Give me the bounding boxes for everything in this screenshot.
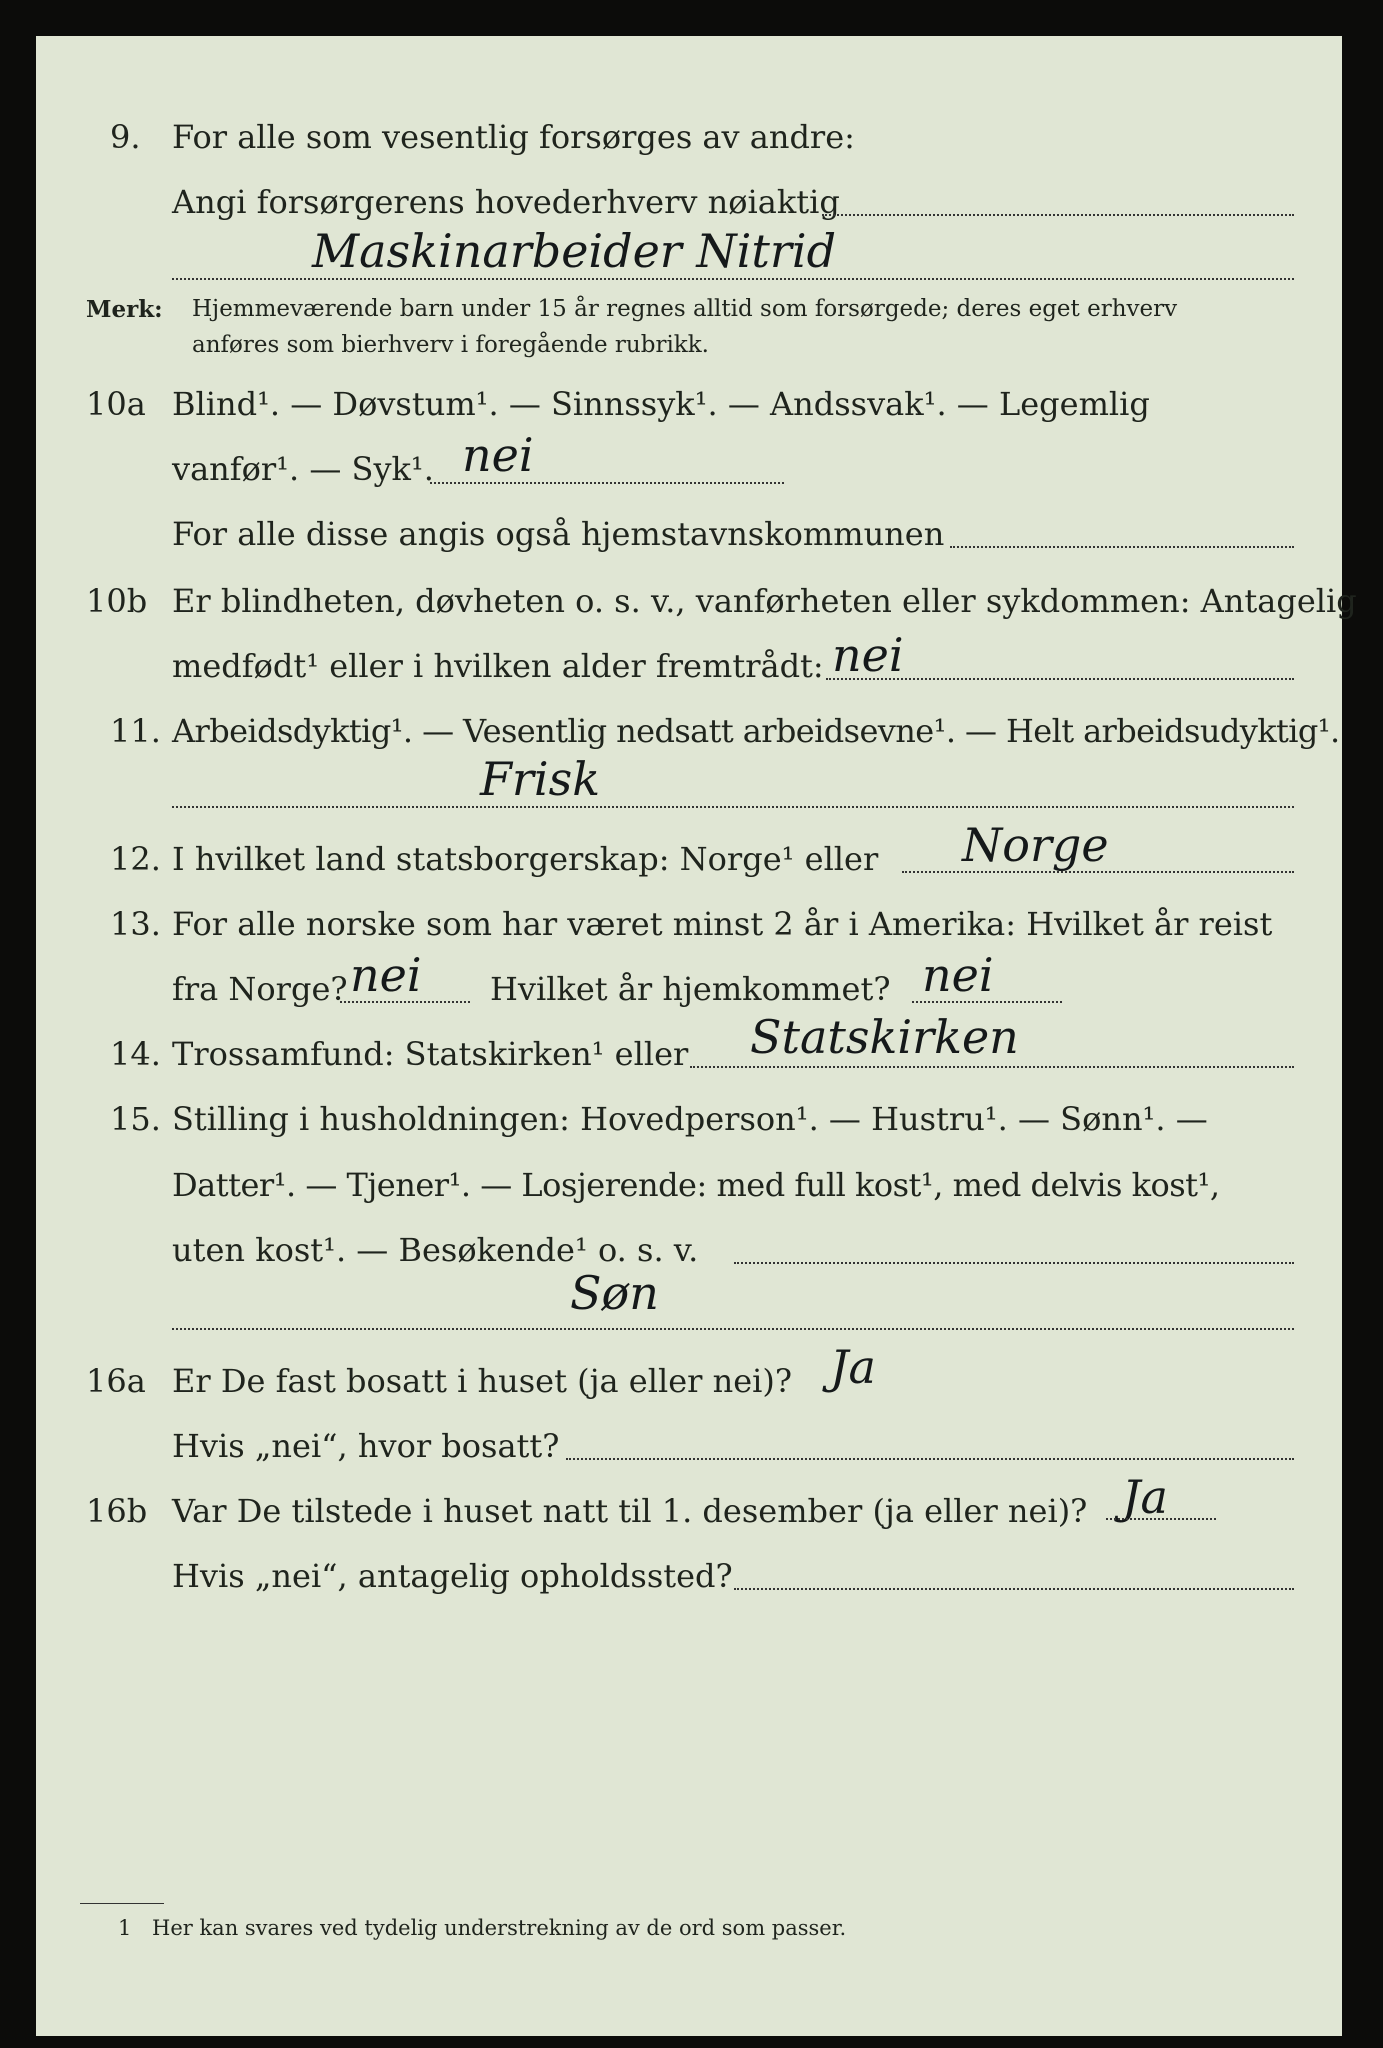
q10b-dotted-line: [826, 678, 1294, 680]
q15-number: 15.: [110, 1100, 161, 1138]
q13-handwritten-answer-hjemkommet: nei: [922, 948, 994, 1002]
q15-handwritten-answer: Søn: [570, 1266, 659, 1320]
q13-line-2a: fra Norge?: [172, 970, 348, 1008]
q10b-line-1: Er blindheten, døvheten o. s. v., vanførheten eller sykdommen: Antagelig: [172, 582, 1357, 620]
q13-dotted-line-b: [912, 1001, 1062, 1003]
q9-number: 9.: [110, 118, 141, 156]
q16a-line-2: Hvis „nei“, hvor bosatt?: [172, 1427, 560, 1465]
q13-dotted-line-a: [340, 1001, 470, 1003]
q16a-handwritten-answer: Ja: [830, 1340, 876, 1394]
footnote-rule: [80, 1903, 164, 1904]
merk-line-2: anføres som bierhverv i foregående rubrikk.: [192, 332, 709, 358]
q15-answer-line: [172, 1328, 1294, 1330]
q16b-line-2: Hvis „nei“, antagelig opholdssted?: [172, 1557, 733, 1595]
q9-answer-line: [172, 278, 1294, 280]
q10a-dotted-line: [430, 482, 784, 484]
merk-label: Merk:: [86, 296, 163, 323]
q9-handwritten-answer: Maskinarbeider Nitrid: [312, 224, 837, 278]
q10a-handwritten-answer: nei: [462, 428, 534, 482]
q9-line-2: Angi forsørgerens hovederhverv nøiaktig: [172, 183, 840, 221]
merk-line-1: Hjemmeværende barn under 15 år regnes alltid som forsørgede; deres eget erhverv: [192, 296, 1178, 322]
q16a-dotted-line: [566, 1458, 1294, 1460]
q10a-line-1: Blind¹. — Døvstum¹. — Sinnssyk¹. — Andssvak¹. — Legemlig: [172, 385, 1150, 423]
q10a-line-3: For alle disse angis også hjemstavnskommunen: [172, 515, 945, 553]
q12-line-1: I hvilket land statsborgerskap: Norge¹ eller: [172, 840, 879, 878]
q10a-line-2: vanfør¹. — Syk¹.: [172, 450, 434, 488]
q13-line-2b: Hvilket år hjemkommet?: [490, 970, 891, 1008]
q14-number: 14.: [110, 1035, 161, 1073]
q12-number: 12.: [110, 840, 161, 878]
q11-handwritten-answer: Frisk: [480, 752, 601, 806]
q13-handwritten-answer-reist: nei: [350, 948, 422, 1002]
q16b-dotted-line-2: [734, 1588, 1294, 1590]
q16b-number: 16b: [86, 1492, 148, 1530]
q13-number: 13.: [110, 905, 161, 943]
q10b-line-2: medfødt¹ eller i hvilken alder fremtrådt:: [172, 647, 824, 685]
q15-line-2: Datter¹. — Tjener¹. — Losjerende: med full kost¹, med delvis kost¹,: [172, 1166, 1220, 1204]
q16b-line-1: Var De tilstede i huset natt til 1. desember (ja eller nei)?: [172, 1492, 1088, 1530]
footnote-marker: 1: [118, 1916, 132, 1940]
q10b-handwritten-answer: nei: [832, 628, 904, 682]
q10a-number: 10a: [86, 385, 146, 423]
q11-line-1: Arbeidsdyktig¹. — Vesentlig nedsatt arbeidsevne¹. — Helt arbeidsudyktig¹.: [172, 712, 1340, 750]
footnote-text: Her kan svares ved tydelig understrekning av de ord som passer.: [152, 1916, 847, 1940]
q9-line-1: For alle som vesentlig forsørges av andre:: [172, 118, 855, 156]
q15-line-3: uten kost¹. — Besøkende¹ o. s. v.: [172, 1231, 699, 1269]
q11-answer-line: [172, 806, 1294, 808]
q10b-number: 10b: [86, 582, 148, 620]
q16a-line-1: Er De fast bosatt i huset (ja eller nei)?: [172, 1362, 793, 1400]
q16b-dotted-line-1: [1106, 1518, 1216, 1520]
q10a-hjemstavn-dotted-line: [950, 546, 1294, 548]
q12-handwritten-answer: Norge: [962, 818, 1109, 872]
q13-line-1: For alle norske som har været minst 2 år i Amerika: Hvilket år reist: [172, 905, 1273, 943]
q12-dotted-line: [902, 871, 1294, 873]
q14-line-1: Trossamfund: Statskirken¹ eller: [172, 1035, 689, 1073]
q16a-number: 16a: [86, 1362, 146, 1400]
q14-handwritten-answer: Statskirken: [750, 1010, 1019, 1064]
q15-dotted-line: [734, 1262, 1294, 1264]
q15-line-1: Stilling i husholdningen: Hovedperson¹. — Hustru¹. — Sønn¹. —: [172, 1100, 1208, 1138]
q16b-handwritten-answer: Ja: [1122, 1470, 1168, 1524]
q11-number: 11.: [110, 712, 161, 750]
q14-dotted-line: [690, 1066, 1294, 1068]
q9-dotted-line: [822, 214, 1294, 216]
